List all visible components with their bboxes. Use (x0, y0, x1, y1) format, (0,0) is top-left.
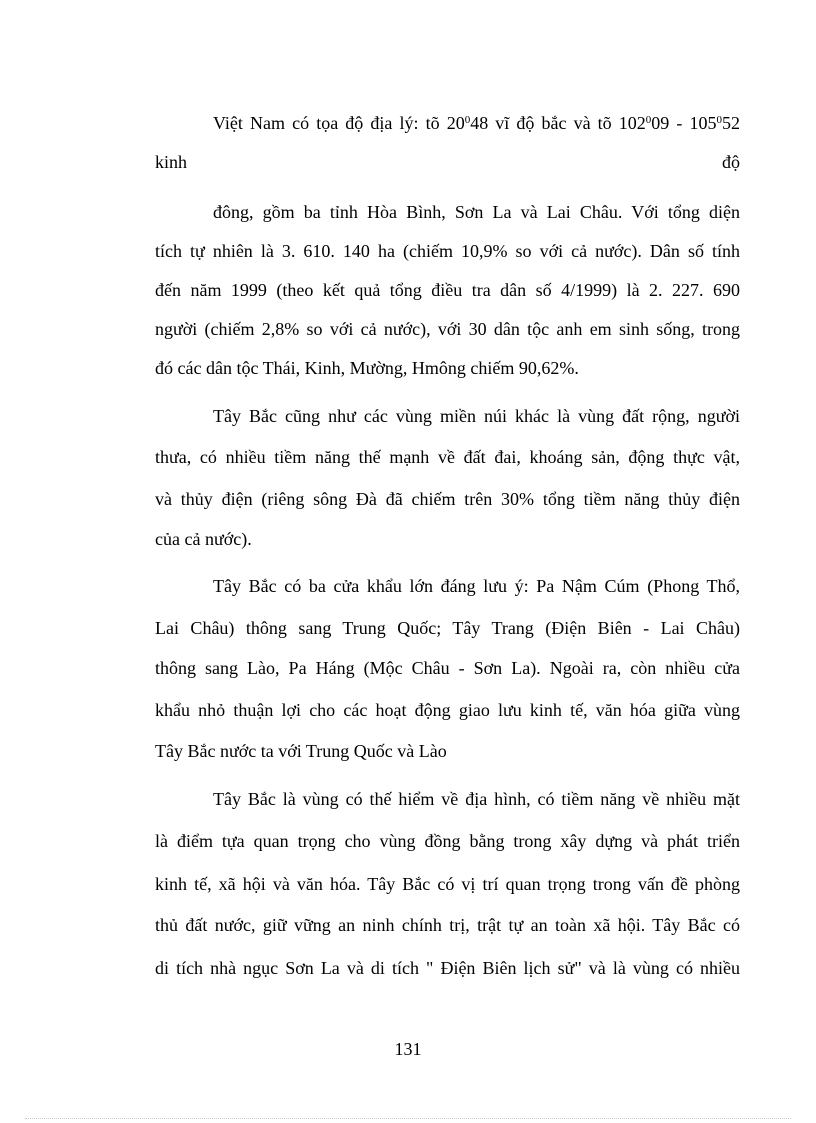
paragraph-1-line-7: đó các dân tộc Thái, Kinh, Mường, Hmông chiếm 90,62%. (155, 358, 579, 378)
paragraph-2-line-4: của cả nước). (155, 529, 252, 549)
paragraph-3-line-4: khẩu nhỏ thuận lợi cho các hoạt động giao lưu kinh tế, văn hóa giữa vùng (155, 700, 740, 720)
paragraph-1-line-4: tích tự nhiên là 3. 610. 140 ha (chiếm 10,9% so với cả nước). Dân số tính (155, 241, 740, 261)
paragraph-4-line-1: Tây Bắc là vùng có thế hiểm về địa hình, có tiềm năng về nhiều mặt (213, 789, 740, 809)
paragraph-1-line-2-left: kinh (155, 152, 188, 172)
paragraph-1-line-1: Việt Nam có tọa độ địa lý: tõ $20^048$ vĩ độ bắc và tõ $102^009 - 105^052$ (213, 113, 740, 133)
paragraph-3-line-2: Lai Châu) thông sang Trung Quốc; Tây Trang (Điện Biên - Lai Châu) (155, 618, 740, 638)
paragraph-1-line-2-right: độ (722, 152, 740, 172)
paragraph-1-line-2 (155, 151, 740, 173)
paragraph-1-line-5: đến năm 1999 (theo kết quả tổng điều tra dân số 4/1999) là 2. 227. 690 (155, 280, 740, 300)
paragraph-1-line-3: đông, gồm ba tỉnh Hòa Bình, Sơn La và Lai Châu. Với tổng diện (213, 202, 740, 222)
paragraph-4-line-5: di tích nhà ngục Sơn La và di tích " Điện Biên lịch sử" và là vùng có nhiều (155, 958, 740, 978)
paragraph-2-line-3: và thủy điện (riêng sông Đà đã chiếm trên 30% tổng tiềm năng thủy điện (155, 489, 740, 509)
paragraph-3-line-1: Tây Bắc có ba cửa khẩu lớn đáng lưu ý: Pa Nậm Cúm (Phong Thổ, (213, 576, 740, 596)
page-number: 131 (394, 1039, 422, 1059)
paragraph-2-line-2: thưa, có nhiều tiềm năng thế mạnh về đất đai, khoáng sản, động thực vật, (155, 447, 740, 467)
paragraph-2-line-1: Tây Bắc cũng như các vùng miền núi khác là vùng đất rộng, người (213, 406, 740, 426)
paragraph-3-line-3: thông sang Lào, Pa Háng (Mộc Châu - Sơn La). Ngoài ra, còn nhiều cửa (155, 658, 740, 678)
paragraph-1-line-6: người (chiếm 2,8% so với cả nước), với 30 dân tộc anh em sinh sống, trong (155, 319, 740, 339)
paragraph-4-line-3: kinh tế, xã hội và văn hóa. Tây Bắc có vị trí quan trọng trong vấn đề phòng (155, 874, 740, 894)
paragraph-3-line-5: Tây Bắc nước ta với Trung Quốc và Lào (155, 741, 447, 761)
paragraph-4-line-4: thủ đất nước, giữ vững an ninh chính trị, trật tự an toàn xã hội. Tây Bắc có (155, 915, 740, 935)
paragraph-4-line-2: là điểm tựa quan trọng cho vùng đồng bằng trong xây dựng và phát triển (155, 831, 740, 851)
footer-divider (25, 1118, 791, 1119)
